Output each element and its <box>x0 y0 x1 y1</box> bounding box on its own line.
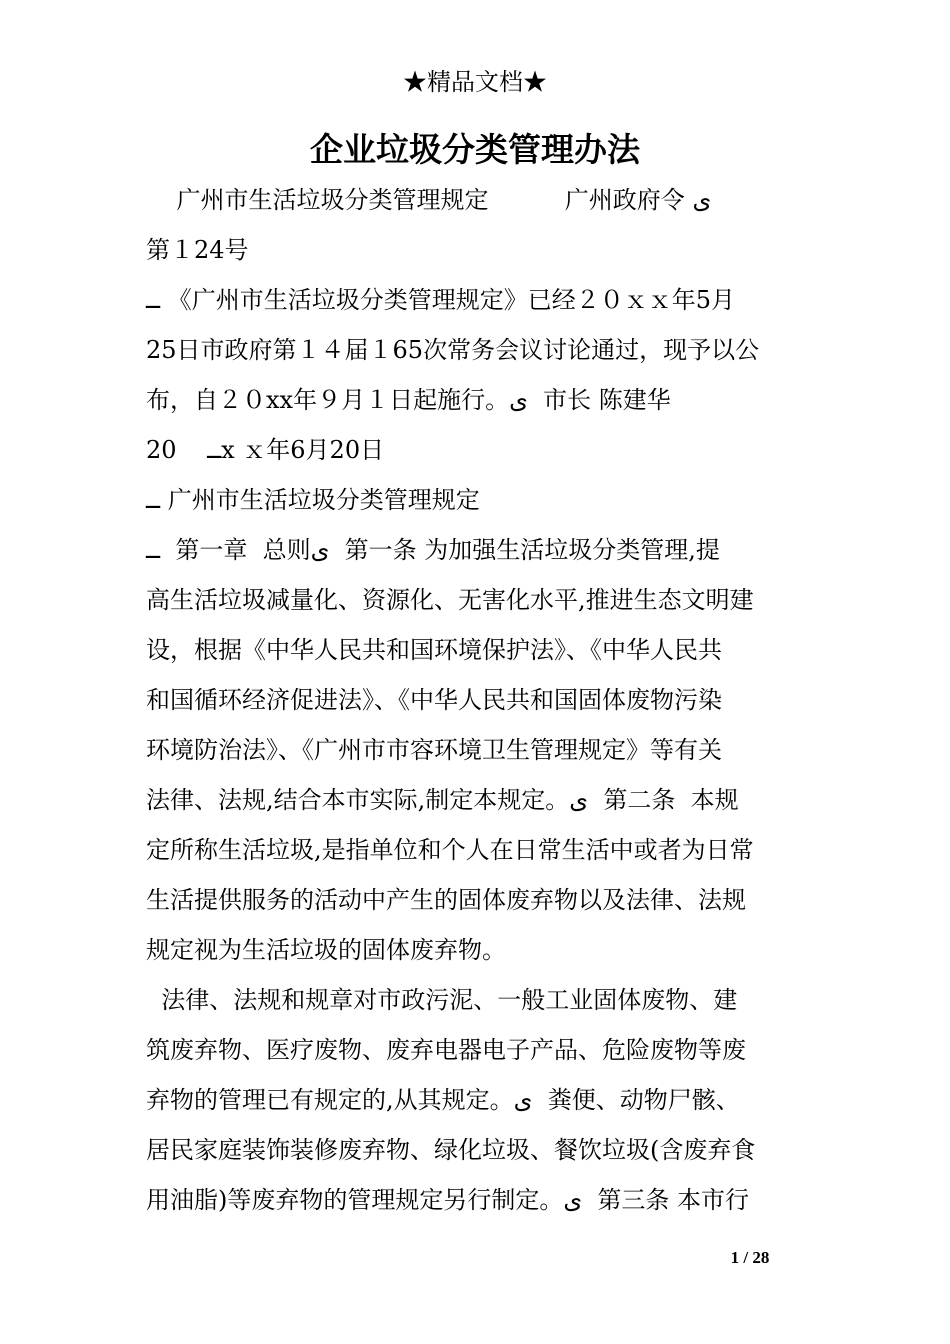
body-line: 和国循环经济促进法》、《中华人民共和国固体废物污染 <box>146 686 722 714</box>
body-line: 布，自２０xx年９月１日起施行。ى 市长 陈建华 <box>146 386 671 414</box>
body-line: 筑废弃物、医疗废物、废弃电器电子产品、危险废物等废 <box>146 1036 746 1064</box>
body-line: ــ 广州市生活垃圾分类管理规定 <box>146 486 480 514</box>
body-line: 法律、法规,结合本市实际,制定本规定。ى 第二条 本规 <box>146 786 739 814</box>
document-body <box>146 175 808 1225</box>
body-line: 法律、法规和规章对市政污泥、一般工业固体废物、建 <box>146 986 738 1014</box>
body-line: 用油脂)等废弃物的管理规定另行制定。ى 第三条 本市行 <box>146 1186 750 1214</box>
body-line: 25日市政府第１４届１65次常务会议讨论通过，现予以公 <box>146 336 760 364</box>
body-line: 生活提供服务的活动中产生的固体废弃物以及法律、法规 <box>146 886 746 914</box>
body-line: 弃物的管理已有规定的,从其规定。ى 粪便、动物尸骸、 <box>146 1086 740 1114</box>
body-line: 环境防治法》、《广州市市容环境卫生管理规定》等有关 <box>146 736 722 764</box>
body-line: ــ 《广州市生活垃圾分类管理规定》已经２０ｘｘ年5月 <box>146 286 735 314</box>
body-line: 高生活垃圾减量化、资源化、无害化水平,推进生态文明建 <box>146 586 754 614</box>
page-header-banner: ★精品文档★ <box>403 68 547 96</box>
body-line: 广州市生活垃圾分类管理规定 广州政府令 ى <box>146 186 712 214</box>
body-line: 定所称生活垃圾,是指单位和个人在日常生活中或者为日常 <box>146 836 754 864</box>
document-title: 企业垃圾分类管理办法 <box>310 130 640 169</box>
body-line: 20 ــx ｘ年6月20日 <box>146 436 385 464</box>
page-number: 1 / 28 <box>730 1248 770 1267</box>
body-line: 规定视为生活垃圾的固体废弃物。 <box>146 936 506 964</box>
body-line: 居民家庭装饰装修废弃物、绿化垃圾、餐饮垃圾(含废弃食 <box>146 1136 756 1164</box>
body-line: 设，根据《中华人民共和国环境保护法》、《中华人民共 <box>146 636 722 664</box>
body-line: ــ 第一章 总则ى 第一条 为加强生活垃圾分类管理,提 <box>146 536 720 564</box>
body-line: 第１24号 <box>146 236 249 264</box>
